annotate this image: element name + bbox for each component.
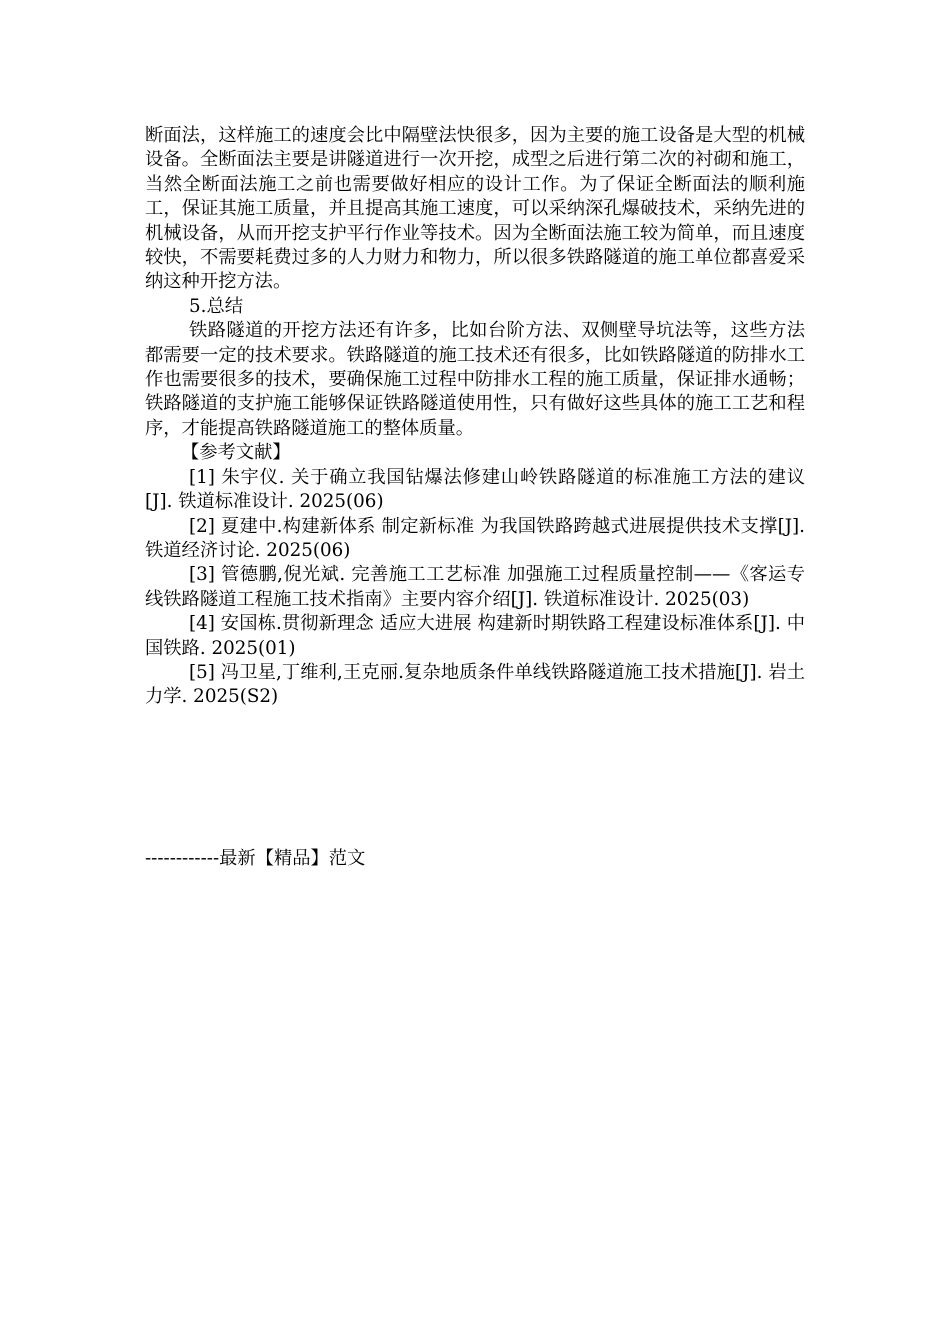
references-title: 【参考文献】 (181, 442, 291, 464)
body-paragraph-continuation: 断面法，这样施工的速度会比中隔壁法快很多，因为主要的施工设备是大型的机械设备。全断面法主要是讲隧道进行一次开挖，成型之后进行第二次的衬砌和施工，当然全断面法施工之前也需要做好相应的设计工作。为了保证全断面法的顺利施工，保证其施工质量，并且提高其施工速度，可以采纳深孔爆破技术，采纳先进的机械设备，从而开挖支护平行作业等技术。因为全断面法施工较为简单，而且速度较快，不需要耗费过多的人力财力和物力，所以很多铁路隧道的施工单位都喜爱采纳这种开挖方法。 (145, 125, 805, 293)
reference-item-3: [3] 管德鹏,倪光斌. 完善施工工艺标准 加强施工过程质量控制——《客运专线铁路隧道工程施工技术指南》主要内容介绍[J]. 铁道标准设计. 2025(03) (145, 564, 805, 610)
references-list (145, 466, 805, 710)
page-footer: ------------最新【精品】范文 (145, 848, 366, 869)
reference-item-4: [4] 安国栋.贯彻新理念 适应大进展 构建新时期铁路工程建设标准体系[J]. 中国铁路. 2025(01) (145, 613, 805, 659)
reference-item-1: [1] 朱宇仪. 关于确立我国钻爆法修建山岭铁路隧道的标准施工方法的建议[J]. 铁道标准设计. 2025(06) (145, 466, 805, 513)
summary-paragraph: 铁路隧道的开挖方法还有许多，比如台阶方法、双侧壁导坑法等，这些方法都需要一定的技术要求。铁路隧道的施工技术还有很多，比如铁路隧道的防排水工作也需要很多的技术，要确保施工过程中防排水工程的施工质量，保证排水通畅；铁路隧道的支护施工能够保证铁路隧道使用性，只有做好这些具体的施工工艺和程序，才能提高铁路隧道施工的整体质量。 (145, 320, 805, 439)
reference-item-2: [2] 夏建中.构建新体系 制定新标准 为我国铁路跨越式进展提供技术支撑[J]. 铁道经济讨论. 2025(06) (145, 515, 805, 561)
document-page (145, 124, 805, 710)
reference-item-5: [5] 冯卫星,丁维利,王克丽.复杂地质条件单线铁路隧道施工技术措施[J]. 岩土力学. 2025(S2) (145, 661, 805, 708)
section-heading-summary: 5.总结 (189, 295, 244, 317)
